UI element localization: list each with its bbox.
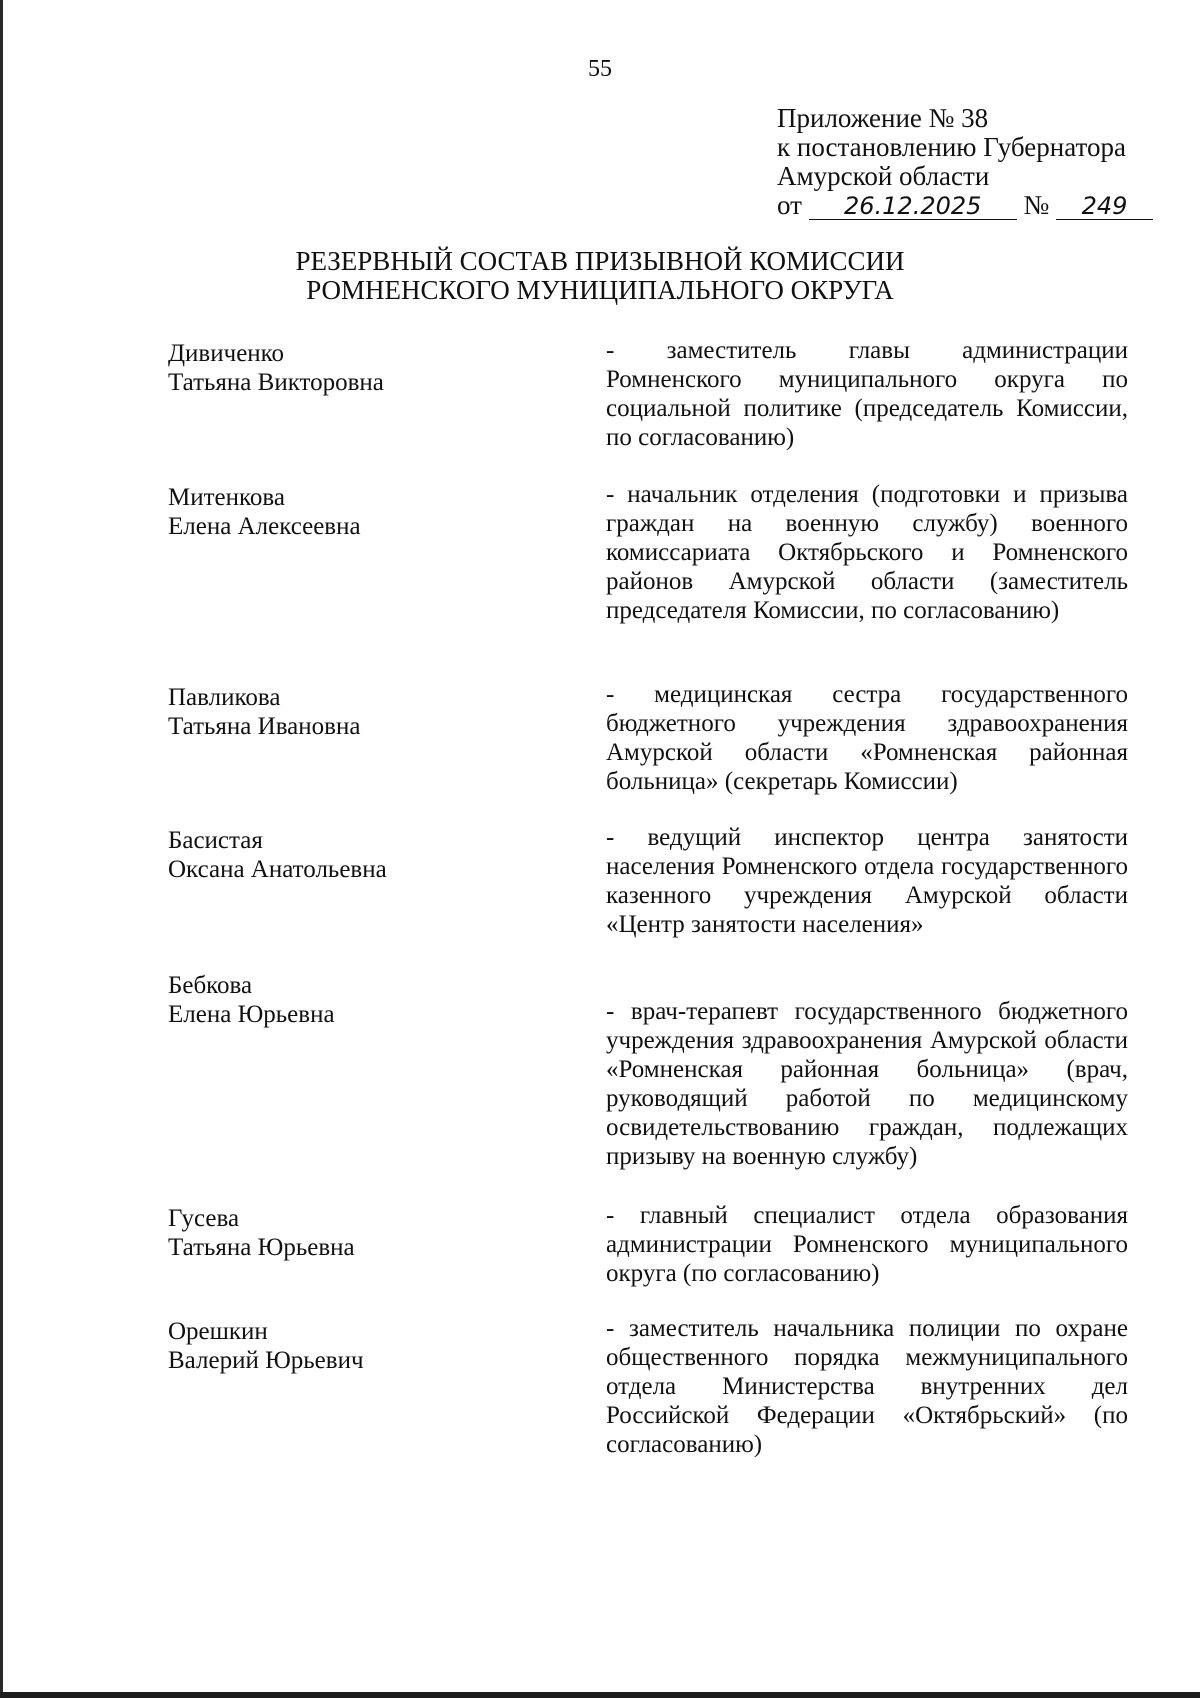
- member-given-names: Татьяна Юрьевна: [168, 1234, 355, 1261]
- member-given-names: Елена Юрьевна: [168, 1001, 335, 1028]
- number-prefix: №: [1023, 190, 1050, 220]
- member-given-names: Оксана Анатольевна: [168, 856, 387, 883]
- member-name: [168, 683, 568, 741]
- appendix-reference: к постановлению Губернатора: [777, 132, 1126, 162]
- member-name: [168, 483, 568, 541]
- appendix-date-number-line: [777, 191, 1137, 220]
- member-surname: Басистая: [168, 827, 263, 854]
- member-role: - врач-терапевт государственного бюджетного учреждения здравоохранения Амурской области «Ромненская районная больница» (врач, руководящий работой по медицинскому освидетельствованию граждан, подлежащих призыву на военную службу): [606, 998, 1128, 1170]
- member-given-names: Елена Алексеевна: [168, 513, 361, 540]
- date-prefix: от: [777, 190, 802, 220]
- member-given-names: Татьяна Викторовна: [168, 369, 384, 396]
- appendix-header: [777, 104, 1137, 220]
- member-role: - заместитель начальника полиции по охране общественного порядка межмуниципального отдела Министерства внутренних дел Российской Федерации «Октябрьский» (по согласованию): [606, 1315, 1128, 1458]
- member-surname: Орешкин: [168, 1318, 268, 1345]
- member-role: - заместитель главы администрации Ромненского муниципального округа по социальной политике (председатель Комиссии, по согласованию): [606, 337, 1128, 451]
- member-role: - начальник отделения (подготовки и призыва граждан на военную службу) военного комиссариата Октябрьского и Ромненского районов Амурской области (заместитель председателя Комиссии, по согласованию): [606, 481, 1128, 624]
- member-role: - медицинская сестра государственного бюджетного учреждения здравоохранения Амурской области «Ромненская районная больница» (секретарь Комиссии): [606, 681, 1128, 795]
- member-surname: Митенкова: [168, 484, 285, 511]
- member-name: [168, 339, 568, 397]
- member-surname: Бебкова: [168, 972, 253, 999]
- member-role: - ведущий инспектор центра занятости населения Ромненского отдела государственного казенного учреждения Амурской области «Центр занятости населения»: [606, 824, 1128, 938]
- member-surname: Павликова: [168, 684, 281, 711]
- appendix-number: Приложение № 38: [777, 103, 989, 133]
- member-surname: Гусева: [168, 1205, 240, 1232]
- handwritten-number: 249: [1056, 193, 1153, 220]
- appendix-region: Амурской области: [777, 161, 990, 191]
- member-name: [168, 971, 568, 1029]
- member-name: [168, 1204, 568, 1262]
- member-given-names: Валерий Юрьевич: [168, 1347, 364, 1374]
- title-line-1: РЕЗЕРВНЫЙ СОСТАВ ПРИЗЫВНОЙ КОМИССИИ: [295, 246, 905, 276]
- member-given-names: Татьяна Ивановна: [168, 713, 361, 740]
- page-number: 55: [588, 56, 612, 82]
- handwritten-date: 26.12.2025: [809, 193, 1017, 220]
- member-name: [168, 826, 568, 884]
- member-role: - главный специалист отдела образования администрации Ромненского муниципального округа (по согласованию): [606, 1202, 1128, 1287]
- document-title: [0, 247, 1200, 305]
- member-name: [168, 1317, 568, 1375]
- scan-bottom-edge: [0, 1692, 1200, 1698]
- member-surname: Дивиченко: [168, 340, 285, 367]
- title-line-2: РОМНЕНСКОГО МУНИЦИПАЛЬНОГО ОКРУГА: [306, 275, 894, 305]
